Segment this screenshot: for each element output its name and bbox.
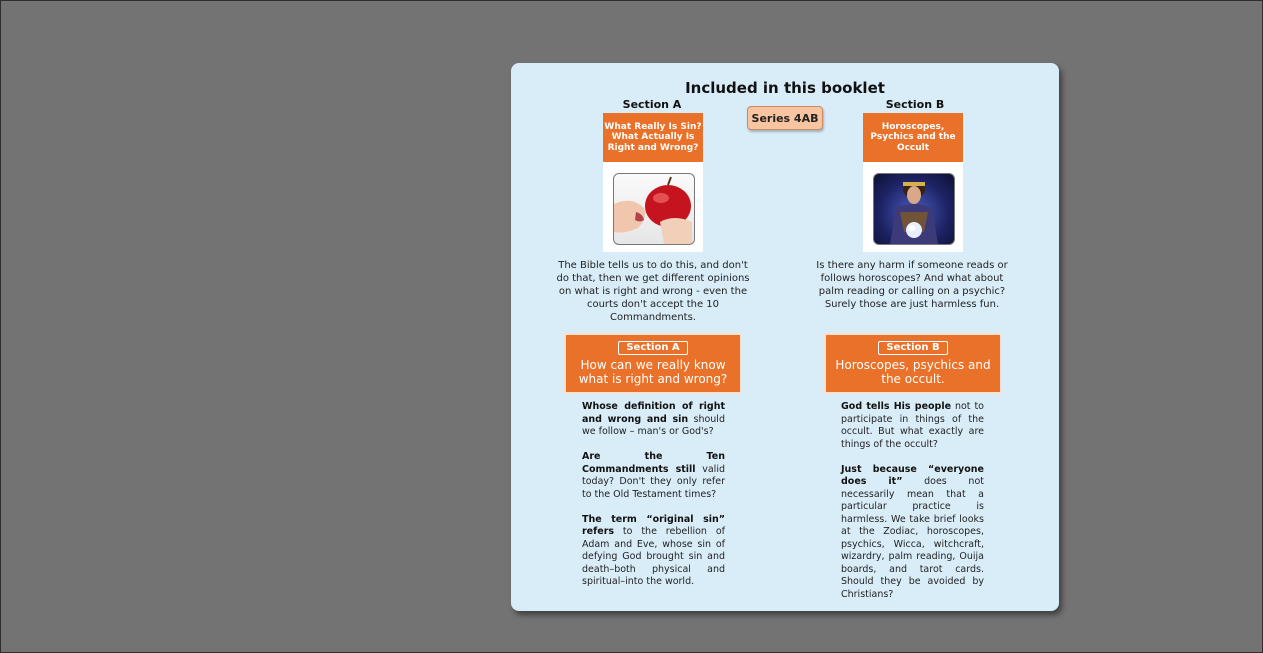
section-a-cover[interactable] <box>603 113 703 252</box>
apple-bite-photo-icon <box>613 173 695 245</box>
section-b-paragraph: God tells His people not to participate in things of the occult. But what exactly are things of the occult? <box>841 401 984 450</box>
section-b-cover[interactable] <box>863 113 963 252</box>
section-a-paragraph: Whose definition of right and wrong and sin should we follow – man's or God's? <box>582 401 725 437</box>
section-a-tag: Section A <box>618 341 687 355</box>
section-b-header: Section B <box>885 98 945 111</box>
section-a-paragraph: The term “original sin” refers to the rebellion of Adam and Eve, whose sin of defying God brought sin and death–both physical and spiritual–into the world. <box>582 513 725 587</box>
section-b-paragraph: Just because “everyone does it” does not necessarily mean that a particular practice is harmless. We take brief looks at the Zodiac, horoscopes, psychics, Wicca, witchcraft, wizardry, palm reading, Ouija boards, and tarot cards. Should they be avoided by Christians? <box>841 463 984 600</box>
section-a-button[interactable] <box>564 333 742 394</box>
section-b-box-title: Horoscopes, psychics and the occult. <box>835 358 991 386</box>
section-a-cover-title: What Really Is Sin? What Actually Is Right and Wrong? <box>603 113 703 162</box>
section-a-body <box>582 401 725 601</box>
section-b-button[interactable] <box>824 333 1002 394</box>
section-b-body <box>841 401 984 614</box>
fortune-teller-photo-icon <box>873 173 955 245</box>
section-a-description: The Bible tells us to do this, and don't do that, then we get different opinions on what is right and wrong - even the courts don't accept the 10 Commandments. <box>556 260 750 323</box>
section-b-tag: Section B <box>878 341 947 355</box>
booklet-title: Included in this booklet <box>685 79 885 97</box>
section-a-header: Section A <box>622 98 682 111</box>
section-a-paragraph: Are the Ten Commandments still valid today? Don't they only refer to the Old Testament times? <box>582 451 725 500</box>
booklet-panel <box>511 63 1059 611</box>
section-a-box-title: How can we really know what is right and wrong? <box>578 358 728 386</box>
series-badge: Series 4AB <box>747 106 823 130</box>
section-b-cover-title: Horoscopes, Psychics and the Occult <box>863 113 963 162</box>
section-b-description: Is there any harm if someone reads or follows horoscopes? And what about palm reading or calling on a psychic? Surely those are just harmless fun. <box>816 260 1008 310</box>
